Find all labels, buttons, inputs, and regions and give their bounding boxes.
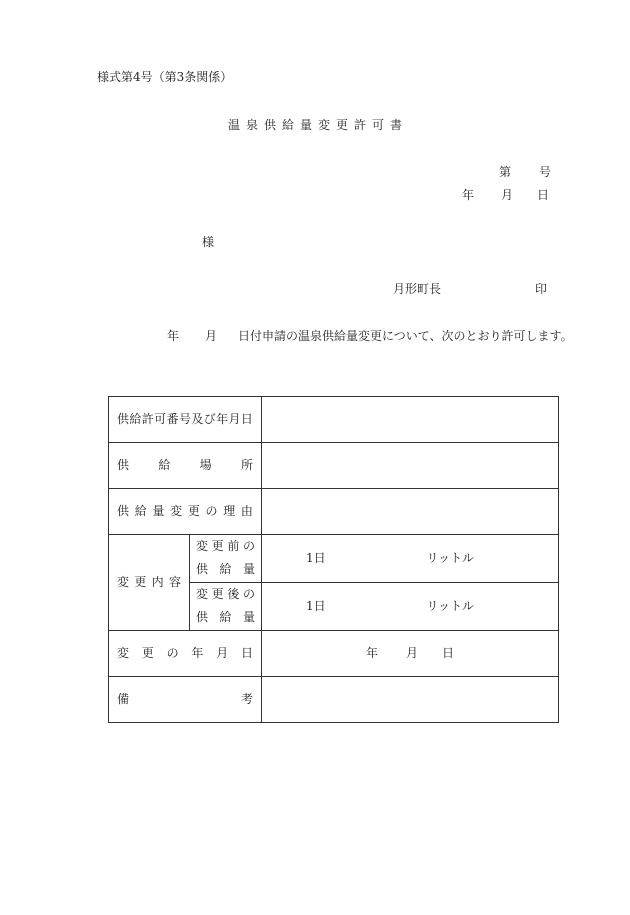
- change-reason-label-text-char: 更: [187, 504, 200, 519]
- before-change-value[interactable]: [262, 535, 559, 583]
- permit-number-label-text-char: 許: [141, 412, 154, 427]
- row-change-date: [109, 630, 559, 676]
- row-permit-number: [109, 397, 559, 443]
- change-date-day: 日: [442, 645, 455, 660]
- document-title: 温泉供給量変更許可書: [227, 118, 408, 132]
- supply-location-label-text-char: 所: [240, 458, 253, 473]
- permit-number-label-text-char: 供: [117, 412, 130, 427]
- permit-number-label-text-char: 給: [129, 412, 142, 427]
- before-change-label-line1-char: の: [242, 539, 255, 553]
- before-change-label-line2-char: 供: [196, 562, 209, 577]
- after-change-label-line1: [196, 583, 255, 606]
- body-rest: 日付申請の温泉供給量変更について、次のとおり許可します。: [238, 329, 573, 343]
- change-date-year: 年: [365, 645, 378, 660]
- after-change-label-line1-char: 変: [196, 586, 209, 601]
- supply-location-label-text-char: 供: [117, 458, 130, 473]
- change-reason-label-text-char: 量: [152, 504, 165, 519]
- before-change-label-line1-char: 前: [227, 539, 240, 553]
- form-number: 様式第4号（第3条関係）: [97, 70, 233, 84]
- change-reason-label-text-char: 供: [117, 504, 130, 519]
- supply-location-label-text-char: 場: [199, 458, 212, 473]
- change-reason-value[interactable]: [262, 489, 559, 535]
- change-content-label: [109, 535, 190, 631]
- issuer-name: 月形町長: [393, 282, 442, 296]
- change-content-label-text-char: 容: [168, 574, 181, 589]
- change-reason-label-text-char: 給: [134, 504, 147, 519]
- after-change-label-line2: [196, 606, 255, 629]
- change-reason-label-text-char: の: [205, 504, 218, 519]
- before-change-label-line1: [196, 535, 255, 558]
- permit-number-label: [109, 397, 262, 443]
- addressee-suffix: 様: [202, 235, 215, 249]
- permit-number-label-text-char: 日: [240, 412, 253, 427]
- after-change-label-line2-char: 量: [243, 610, 256, 625]
- doc-date-day: 日: [537, 188, 550, 202]
- change-reason-label-text-char: 理: [223, 504, 236, 519]
- before-change-label-line2-char: 量: [243, 562, 256, 577]
- remarks-label-text-char: 考: [241, 691, 254, 706]
- change-content-label-text-char: 変: [117, 574, 130, 589]
- supply-location-label-text: [117, 454, 253, 477]
- permit-number-label-text-char: 年: [216, 412, 229, 427]
- permit-number-label-text-char: 可: [154, 412, 167, 427]
- row-change-reason: [109, 489, 559, 535]
- before-change-label-line2: [196, 558, 255, 581]
- change-date-label-text-char: 更: [141, 645, 154, 660]
- supply-location-label: [109, 443, 262, 489]
- supply-location-value[interactable]: [262, 443, 559, 489]
- remarks-value[interactable]: [262, 676, 559, 722]
- document-number: [499, 166, 551, 178]
- seal-mark: 印: [535, 282, 548, 296]
- after-change-label-line1-char: の: [242, 586, 255, 601]
- after-change-label-line1-char: 後: [227, 586, 240, 601]
- permit-number-label-text-char: 号: [178, 412, 191, 427]
- remarks-label-text-char: 備: [117, 691, 130, 706]
- document-date: [462, 189, 549, 201]
- change-date-label-text-char: 変: [117, 645, 130, 660]
- before-change-label-line1-char: 更: [211, 539, 224, 553]
- body-year: 年: [167, 329, 180, 343]
- after-day: 1日: [306, 598, 326, 613]
- change-reason-label-text-char: 由: [240, 504, 253, 519]
- change-reason-label-text: [117, 500, 253, 523]
- before-day: 1日: [306, 550, 326, 565]
- change-date-label-text-char: 年: [191, 645, 204, 660]
- change-date-label-text: [117, 642, 253, 665]
- permit-number-label-text-char: 月: [228, 412, 241, 427]
- after-unit: リットル: [426, 598, 475, 613]
- change-date-month: 月: [406, 645, 419, 660]
- permit-number-value[interactable]: [262, 397, 559, 443]
- after-change-label-line2-char: 供: [196, 610, 209, 625]
- permit-number-label-text-char: 及: [191, 412, 204, 427]
- permit-number-label-text: [117, 408, 253, 431]
- change-date-label: [109, 630, 262, 676]
- change-reason-label-text-char: 変: [170, 504, 183, 519]
- before-unit: リットル: [426, 550, 475, 565]
- doc-number-go: 号: [539, 165, 552, 179]
- after-change-label: [190, 582, 262, 630]
- supply-location-label-text-char: 給: [158, 458, 171, 473]
- doc-date-month: 月: [501, 188, 514, 202]
- doc-date-year: 年: [462, 188, 475, 202]
- change-content-label-text-char: 内: [151, 574, 164, 589]
- row-remarks: [109, 676, 559, 722]
- permit-number-label-text-char: び: [203, 412, 216, 427]
- row-supply-location: [109, 443, 559, 489]
- change-date-value[interactable]: [262, 630, 559, 676]
- after-change-label-line1-char: 更: [211, 586, 224, 601]
- permit-number-label-text-char: 番: [166, 412, 179, 427]
- supply-change-table: [108, 396, 559, 723]
- before-change-label: [190, 535, 262, 583]
- after-change-value[interactable]: [262, 582, 559, 630]
- change-date-label-text-char: の: [166, 645, 179, 660]
- change-content-label-text: [117, 571, 181, 594]
- after-change-label-line2-char: 給: [219, 610, 232, 625]
- before-change-label-line2-char: 給: [219, 562, 232, 577]
- remarks-label: [109, 676, 262, 722]
- doc-number-dai: 第: [499, 165, 512, 179]
- row-before-change: [109, 535, 559, 583]
- change-content-label-text-char: 更: [134, 574, 147, 589]
- change-reason-label: [109, 489, 262, 535]
- body-month: 月: [205, 329, 218, 343]
- change-date-label-text-char: 月: [216, 645, 229, 660]
- remarks-label-text: [117, 688, 253, 711]
- body-text: [167, 330, 573, 342]
- before-change-label-line1-char: 変: [196, 539, 209, 553]
- change-date-label-text-char: 日: [240, 645, 253, 660]
